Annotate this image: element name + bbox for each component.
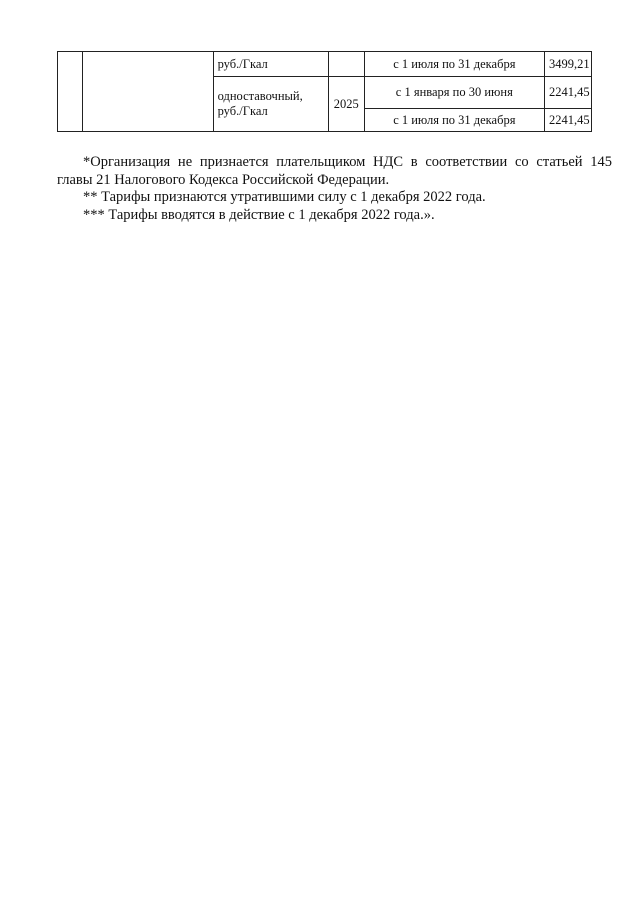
footnote-vat-line1: *Организация не признается плательщиком НДС в соответствии со статьей 145	[83, 154, 612, 170]
period-cell: с 1 января по 30 июня	[364, 77, 544, 109]
table-row	[58, 52, 592, 77]
tariff-table	[57, 51, 592, 132]
footnote-tariffs-effective: *** Тарифы вводятся в действие с 1 декабря 2022 года.».	[83, 206, 435, 223]
year-cell	[328, 52, 364, 77]
tariff-value-cell: 2241,45	[544, 109, 591, 132]
footnote-vat-line2: главы 21 Налогового Кодекса Российской Федерации.	[57, 171, 390, 188]
tariff-value-cell: 2241,45	[544, 77, 591, 109]
period-cell: с 1 июля по 31 декабря	[364, 52, 544, 77]
tariff-value-cell: 3499,21	[544, 52, 591, 77]
unit-cell: руб./Гкал	[213, 52, 328, 77]
organization-name-cell	[82, 52, 213, 132]
footnote-tariffs-expired: ** Тарифы признаются утратившими силу с 1 декабря 2022 года.	[83, 189, 486, 205]
unit-cell: одноставочный, руб./Гкал	[213, 77, 328, 132]
year-cell: 2025	[328, 77, 364, 132]
footnotes	[57, 154, 612, 224]
period-cell: с 1 июля по 31 декабря	[364, 109, 544, 132]
number-cell	[58, 52, 83, 132]
